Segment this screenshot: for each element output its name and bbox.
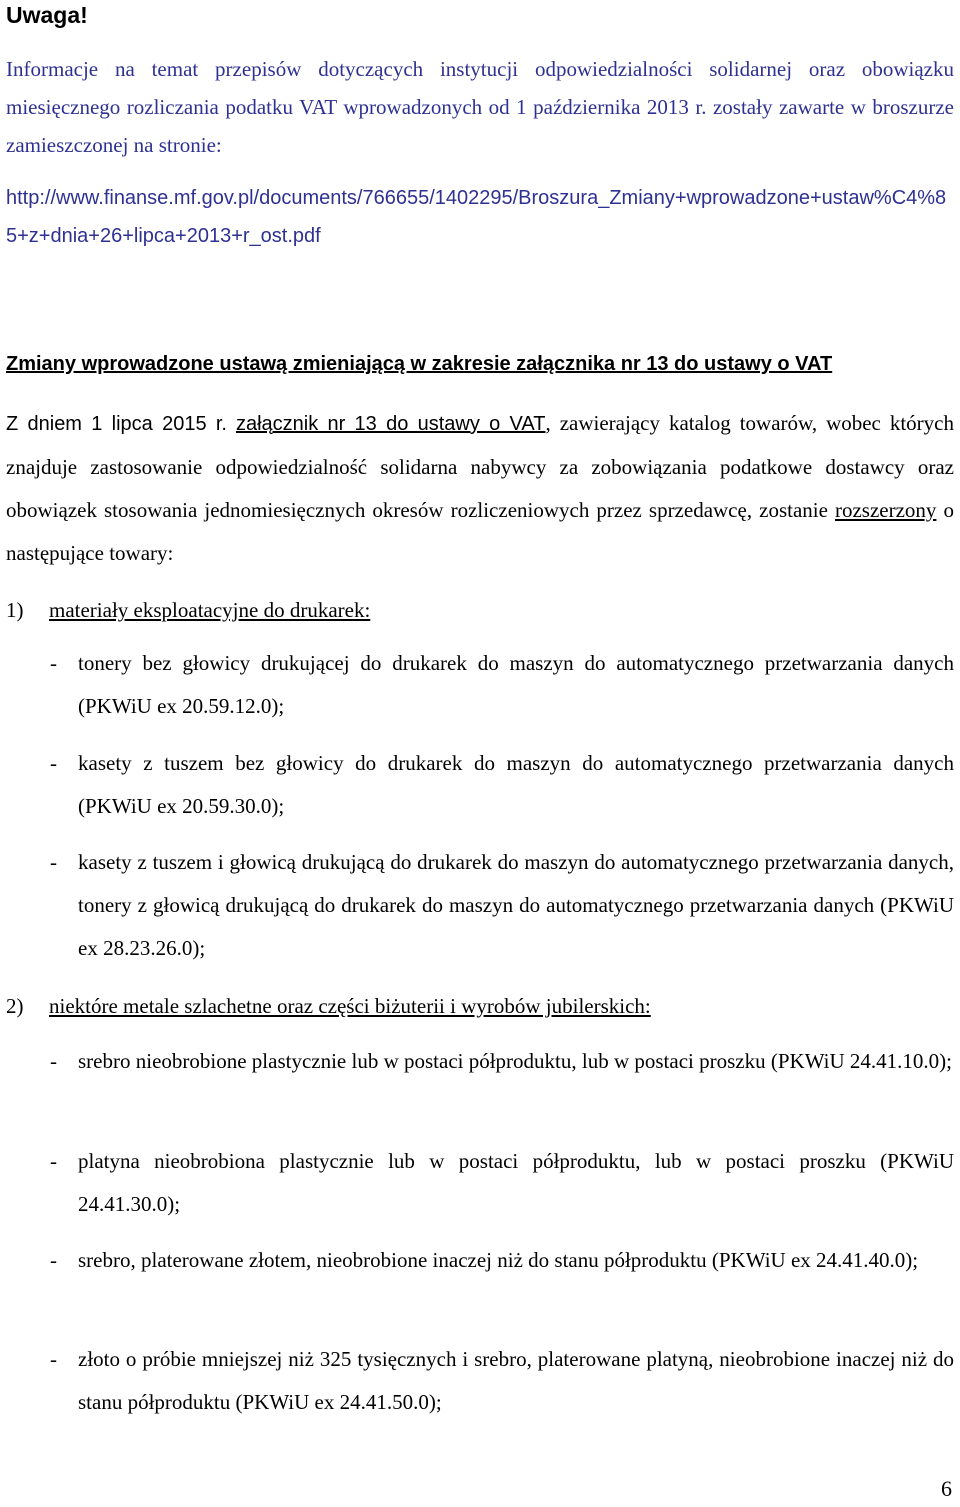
list-item	[50, 1338, 954, 1424]
bullet-dash: -	[50, 751, 57, 775]
category-heading	[6, 986, 954, 1026]
category-title: niektóre metale szlachetne oraz części biżuterii i wyrobów jubilerskich:	[49, 994, 651, 1018]
list-item	[50, 841, 954, 970]
bullet-dash: -	[50, 651, 57, 675]
category-heading	[6, 590, 954, 630]
bullet-dash: -	[50, 1149, 57, 1173]
list-item	[50, 1040, 954, 1083]
list-item-text: kasety z tuszem i głowicą drukującą do drukarek do maszyn do automatycznego przetwarzania danych, tonery z głowicą drukującą do drukarek do maszyn do automatycznego przetwarzania danych (PKWiU ex 28.23.26.0);	[78, 850, 954, 960]
list-item	[50, 1239, 954, 1282]
brochure-link[interactable]: http://www.finanse.mf.gov.pl/documents/766655/1402295/Broszura_Zmiany+wprowadzone+ustaw%C4%85+z+dnia+26+lipca+2013+r_ost.pdf	[6, 187, 947, 247]
info-paragraph: Informacje na temat przepisów dotyczących instytucji odpowiedzialności solidarnej oraz obowiązku miesięcznego rozliczania podatku VAT wprowadzonych od 1 października 2013 r. zostały zawarte w broszurze zamieszczonej na stronie:	[6, 57, 954, 157]
category-number: 2)	[6, 994, 24, 1018]
brochure-link-line	[6, 179, 954, 255]
list-item-text: złoto o próbie mniejszej niż 325 tysięcznych i srebro, platerowane platyną, nieobrobione inaczej niż do stanu półproduktu (PKWiU ex 24.41.50.0);	[78, 1347, 954, 1414]
bullet-dash: -	[50, 850, 57, 874]
intro-paragraph	[6, 402, 954, 575]
bullet-dash: -	[50, 1248, 57, 1272]
page-number: 6	[941, 1476, 952, 1501]
list-item-text: srebro, platerowane złotem, nieobrobione inaczej niż do stanu półproduktu (PKWiU ex 24.41.40.0);	[78, 1248, 919, 1272]
annex-reference: załącznik nr 13 do ustawy o VAT	[235, 413, 546, 435]
list-item	[50, 742, 954, 828]
list-item-text: platyna nieobrobiona plastycznie lub w postaci półproduktu, lub w postaci proszku (PKWiU 24.41.30.0);	[78, 1149, 954, 1216]
list-item	[50, 1140, 954, 1226]
bullet-dash: -	[50, 1049, 57, 1073]
warning-title: Uwaga!	[6, 2, 88, 28]
intro-lead: Z dniem 1 lipca 2015 r.	[6, 413, 227, 435]
category-title: materiały eksploatacyjne do drukarek:	[49, 598, 371, 622]
list-item-text: tonery bez głowicy drukującej do drukarek do maszyn do automatycznego przetwarzania danych (PKWiU ex 20.59.12.0);	[78, 651, 954, 718]
bullet-dash: -	[50, 1347, 57, 1371]
category-number: 1)	[6, 598, 24, 622]
section-heading: Zmiany wprowadzone ustawą zmieniającą w zakresie załącznika nr 13 do ustawy o VAT	[6, 353, 833, 375]
list-item-text: kasety z tuszem bez głowicy do drukarek do maszyn do automatycznego przetwarzania danych (PKWiU ex 20.59.30.0);	[78, 751, 954, 818]
intro-tail: o następujące towary:	[6, 498, 954, 565]
intro-middle: , zawierający katalog towarów, wobec których znajduje zastosowanie odpowiedzialność solidarna nabywcy za zobowiązania podatkowe dostawcy oraz obowiązek stosowania jednomiesięcznych okresów rozliczeniowych przez sprzedawcę, zostanie	[6, 411, 954, 522]
list-item-text: srebro nieobrobione plastycznie lub w postaci półproduktu, lub w postaci proszku (PKWiU 24.41.10.0);	[78, 1049, 953, 1073]
intro-emphasis: rozszerzony	[834, 498, 937, 522]
list-item	[50, 642, 954, 728]
